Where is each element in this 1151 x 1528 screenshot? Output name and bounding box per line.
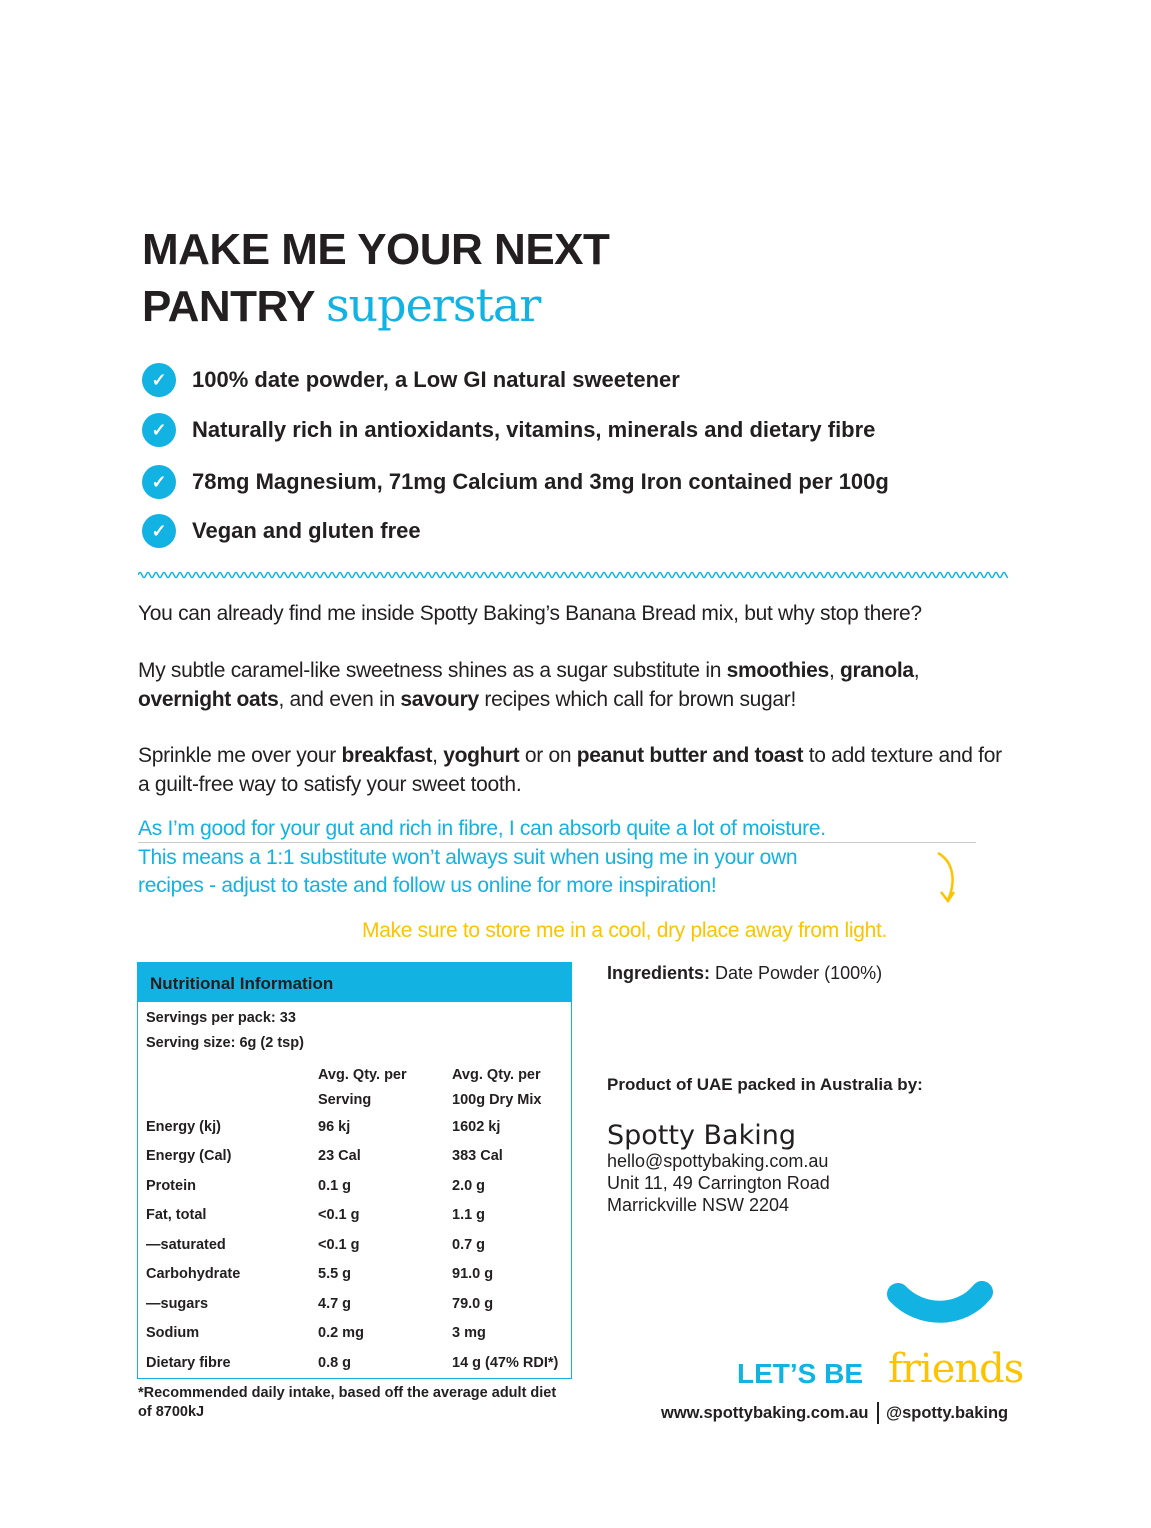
ingredients-label: Ingredients: <box>607 963 711 983</box>
bold-text: overnight oats <box>138 688 279 711</box>
nutrition-row <box>138 1319 571 1349</box>
column-header-row <box>138 1087 571 1112</box>
heading-accent: superstar <box>325 278 541 332</box>
text: to add texture and for a guilt-free way to satisfy your sweet tooth. <box>138 744 1002 796</box>
col-header: Avg. Qty. per <box>318 1066 407 1083</box>
bold-text: yoghurt <box>443 744 520 767</box>
nutrition-row <box>138 1201 571 1231</box>
text: My subtle caramel-like sweetness shines as a sugar substitute in <box>138 659 727 682</box>
nutrition-cell: 2.0 g <box>452 1177 486 1194</box>
slogan-part1: LET’S BE <box>737 1358 864 1389</box>
nutrition-cell: 5.5 g <box>318 1266 352 1283</box>
slogan-part2: friends <box>888 1346 1024 1392</box>
nutrition-cell: 91.0 g <box>452 1266 494 1283</box>
bullet-item <box>142 514 421 548</box>
nutrition-cell: 0.2 mg <box>318 1325 364 1342</box>
paragraph-1: You can already find me inside Spotty Baking’s Banana Bread mix, but why stop there? <box>138 602 922 625</box>
nutrition-row <box>138 1289 571 1319</box>
ingredients-value: Date Powder (100%) <box>710 963 883 983</box>
nutrition-cell: 1.1 g <box>452 1207 486 1224</box>
bold-text: peanut butter and toast <box>576 744 804 767</box>
nutrition-row <box>138 1171 571 1201</box>
text: Sprinkle me over your <box>138 744 342 767</box>
text: , <box>913 659 920 682</box>
paragraph-3: Sprinkle me over your breakfast, yoghurt or on peanut butter and toast to add texture and for a guilt-free way to satisfy your sweet tooth. <box>138 744 1002 796</box>
nutrition-cell: <0.1 g <box>318 1207 360 1224</box>
bullet-text: 100% date powder, a Low GI natural sweetener <box>192 367 680 392</box>
nutrition-cell: Sodium <box>146 1325 200 1342</box>
serving-size: Serving size: 6g (2 tsp) <box>146 1035 304 1051</box>
nutrition-cell: Energy (Cal) <box>146 1148 232 1165</box>
bullet-item <box>142 363 680 397</box>
nutrition-table <box>137 962 572 1379</box>
nutrition-cell: Protein <box>146 1177 196 1194</box>
nutrition-title: Nutritional Information <box>138 963 571 1002</box>
col-header: Serving <box>318 1091 372 1108</box>
curved-arrow-icon <box>932 850 962 906</box>
heading-line1: MAKE ME YOUR NEXT <box>142 225 610 274</box>
nutrition-cell: —saturated <box>146 1236 226 1253</box>
nutrition-footnote: *Recommended daily intake, based off the average adult diet of 8700kJ <box>138 1385 557 1420</box>
company-address2: Marrickville NSW 2204 <box>607 1195 790 1215</box>
nutrition-row <box>138 1142 571 1172</box>
check-icon: ✓ <box>142 514 176 548</box>
bullet-text: Naturally rich in antioxidants, vitamins, minerals and dietary fibre <box>192 417 876 442</box>
col-header: 100g Dry Mix <box>452 1091 542 1108</box>
column-header-row <box>138 1062 571 1087</box>
nutrition-cell: 79.0 g <box>452 1295 494 1312</box>
nutrition-cell: 383 Cal <box>452 1148 503 1165</box>
paragraph-2: My subtle caramel-like sweetness shines as a sugar substitute in smoothies, granola, overnight oats, and even in savoury recipes which call for brown sugar! <box>138 659 920 711</box>
origin: Product of UAE packed in Australia by: <box>607 1075 923 1094</box>
nutrition-cell: 0.8 g <box>318 1354 352 1371</box>
nutrition-cell: 4.7 g <box>318 1295 352 1312</box>
nutrition-cell: —sugars <box>146 1295 209 1312</box>
nutrition-row <box>138 1348 571 1378</box>
divider <box>877 1402 879 1424</box>
nutrition-cell: Fat, total <box>146 1207 207 1224</box>
nutrition-cell: Dietary fibre <box>146 1354 231 1371</box>
smile-logo <box>886 1280 994 1332</box>
blue-note-line2: This means a 1:1 substitute won’t always suit when using me in your own <box>138 846 798 869</box>
nutrition-cell: 0.7 g <box>452 1236 486 1253</box>
bold-text: savoury <box>400 688 479 711</box>
ingredients <box>607 963 882 984</box>
text: recipes which call for brown sugar! <box>478 688 797 711</box>
bold-text: granola <box>840 659 914 682</box>
check-icon: ✓ <box>142 363 176 397</box>
bullet-text: Vegan and gluten free <box>192 518 421 543</box>
servings: Servings per pack: 33 <box>146 1010 296 1026</box>
check-icon: ✓ <box>142 465 176 499</box>
text: or on <box>519 744 577 767</box>
bullet-item <box>142 465 889 499</box>
social-handle[interactable]: @spotty.baking <box>886 1404 1009 1422</box>
heading-pantry: PANTRY <box>142 282 315 331</box>
nutrition-cell: 23 Cal <box>318 1148 361 1165</box>
nutrition-cell: Carbohydrate <box>146 1266 241 1283</box>
website-link[interactable]: www.spottybaking.com.au <box>661 1404 869 1422</box>
nutrition-cell: 0.1 g <box>318 1177 352 1194</box>
company-email: hello@spottybaking.com.au <box>607 1151 829 1171</box>
bold-text: smoothies <box>726 659 829 682</box>
nutrition-cell: Energy (kj) <box>146 1118 221 1135</box>
nutrition-cell: 14 g (47% RDI*) <box>452 1354 559 1371</box>
nutrition-row <box>138 1112 571 1142</box>
col-header: Avg. Qty. per <box>452 1066 541 1083</box>
text: , and even in <box>278 688 401 711</box>
heading-line2 <box>142 278 541 332</box>
check-icon: ✓ <box>142 413 176 447</box>
company-name: Spotty Baking <box>607 1120 796 1151</box>
wavy-divider <box>138 570 1008 580</box>
bold-text: breakfast <box>341 744 433 767</box>
blue-note-line1: As I’m good for your gut and rich in fibre, I can absorb quite a lot of moisture. <box>138 815 976 843</box>
nutrition-cell: 96 kj <box>318 1118 351 1135</box>
nutrition-row <box>138 1230 571 1260</box>
company-address1: Unit 11, 49 Carrington Road <box>607 1173 830 1193</box>
storage-note: Make sure to store me in a cool, dry place away from light. <box>362 919 888 942</box>
nutrition-cell: 1602 kj <box>452 1118 501 1135</box>
nutrition-row <box>138 1260 571 1290</box>
blue-note-line3: recipes - adjust to taste and follow us online for more inspiration! <box>138 874 717 897</box>
nutrition-cell: <0.1 g <box>318 1236 360 1253</box>
bullet-text: 78mg Magnesium, 71mg Calcium and 3mg Iron contained per 100g <box>192 469 889 494</box>
bullet-item <box>142 413 875 447</box>
nutrition-cell: 3 mg <box>452 1325 486 1342</box>
